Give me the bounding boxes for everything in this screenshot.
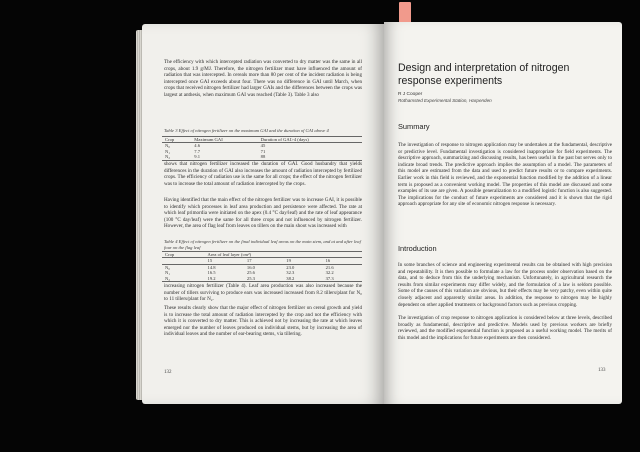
table3-header-crop: Crop [165,137,175,142]
table-cell: 21.6 [325,264,334,270]
table-cell: N₀ [165,264,170,270]
table-cell: 16.0 [246,264,255,270]
table-row [162,154,362,160]
article-author: R J Cooper [398,92,423,97]
right-page [384,22,622,404]
table-cell: 25.3 [246,275,255,281]
book-spread [128,16,628,424]
table-cell: N₂ [165,275,170,281]
table-cell: 14.8 [207,264,216,270]
introduction-heading: Introduction [398,244,437,253]
left-paragraph-3: Having identified that the main effect of the nitrogen fertilizer was to increase GAI, it is possible to identify which processes in leaf area production and persistence were affected. The rate at which leaf primordia were initiated on the apex (0.4 °C day/leaf) and the rate of leaf appearance (100 °C day/leaf) were the same for all three crops and not influenced by nitrogen fertilizer. However, the area of flag leaf from leaves on tillers on the main shoot was increased with [164,197,362,230]
table-cell: N₁ [165,148,170,154]
table-4 [162,251,362,282]
introduction-paragraph-1: In some branches of science and engineering experimental results can be obtained with high precision and repeatability. It is then possible to formulate a law for the process under observation based on the data, and to deduce from this the underlying mechanism. Unfortunately, in agricultural research the results from similar experiments may differ widely, and the formulation of a law is seldom possible. Some of the causes of this variation are obvious, but their effects may be very patchy, even within quite closely adjacent and apparently similar areas. In addition, the response to nitrogen may be highly dependent on other applied treatments or background factors such as previous cropping. [398,262,612,308]
table-cell: 19.2 [207,275,216,281]
table3-caption: Table 3 Effect of nitrogen fertilizer on the maximum GAI and the duration of GAI above 4 [164,128,329,133]
table-cell: 45 [260,143,266,149]
left-paragraph-4: increasing nitrogen fertilizer (Table 4). Leaf area production was also increased because the number of tillers surviving to produce ears was increased increased from 8.2 tillers/plant for N₀ to 11 tillers/plant for N₂. [164,283,362,303]
left-paragraph-1: The efficiency with which intercepted radiation was converted to dry matter was the same in all crops, about 1.9 g/MJ. Therefore, the nitrogen fertilizer must have influenced the amount of radiation that was intercepted. In cereals more than 80 per cent of the incident radiation is being intercepted once GAI exceeds about four. There was no difference in GAI until March, when crops that received nitrogen fertilizer had larger GAIs and the differences between the crops was largest at anthesis, when maximum GAI was reached (Table 3). Table 3 also [164,59,362,98]
table4-header-crop: Crop [165,252,175,257]
table-cell: 32.2 [325,270,334,276]
table-cell: 4.6 [194,143,201,149]
table-3 [162,136,362,161]
summary-text: The investigation of response to nitrogen application may be undertaken at the fundamental, descriptive or predictive level. Fundamental investigation is considered inappropriate for field experiments. The descriptive approach, summarizing and discussing results, has been useful in the past but serves only to indicate broad trends. The predictive approach implies the assumption of a model. The parameters of this model are estimated from the data and used to predict future results or to compare experiments. Earlier work in this field is reviewed, and the exponential function modified by the addition of a linear term is proposed as a convenient working model. The properties of this model are discussed and some examples of its use are given. A possible generalization to a modified logistic function is also suggested. The implications for the conduct of future experiments are considered and it is shown that the rigid approach appropriate for any site of economic nitrogen response is necessary. [398,142,612,208]
right-page-number: 133 [598,368,606,373]
table-cell: 32.3 [286,270,295,276]
table4-header-leaf: 16 [325,258,331,264]
table-cell: N₁ [165,270,170,276]
table4-caption: Table 4 Effect of nitrogen fertilizer on the final individual leaf areas on the main stem, and at and after leaf four on the flag leaf [164,239,361,250]
left-paragraph-5: These results clearly show that the major effect of nitrogen fertilizer on cereal growth and yield is to increase the total amount of radiation intercepted by the crop and not the efficiency with which it is converted to dry matter. This is achieved not by increasing the rate at which leaves emerged nor the number of leaves produced on individual stems, but by increasing the area of individual leaves and the number of ear-bearing stems, via tillering. [164,305,362,338]
table3-header-duration: Duration of GAI>4 (days) [260,137,309,142]
table-cell: 37.3 [325,275,334,281]
table-row [162,276,362,282]
table4-header-leaf: 15 [207,258,213,264]
table-cell: 7.7 [194,148,201,154]
left-page-number: 132 [164,370,172,375]
left-page [142,24,384,404]
table-cell: 71 [260,148,266,154]
table-cell: 38.2 [286,275,295,281]
table-cell: N₂ [165,154,170,160]
table-cell: 25.6 [246,270,255,276]
article-title: Design and interpretation of nitrogen response experiments [398,62,570,87]
table3-header-max-gai: Maximum GAI [194,137,223,142]
table-cell: 9.1 [194,154,201,160]
table-cell: 88 [260,154,266,160]
table4-group-header: Area of leaf layer (cm²) [207,252,252,257]
table-cell: N₀ [165,143,170,149]
table-cell: 16.5 [207,270,216,276]
left-paragraph-2: shows that nitrogen fertilizer increased the duration of GAI. Good husbandry that yields differences in the duration of GAI also increases the amount of radiation intercepted by fertilized crops. The efficiency of radiation use is the same for all crops; the effect of the nitrogen fertilizer was to increase the total amount of radiation intercepted by the crops. [164,161,362,187]
table4-header-leaf: 17 [246,258,252,264]
summary-heading: Summary [398,122,430,131]
introduction-paragraph-2: The investigation of crop response to nitrogen application is considered below at three levels, described broadly as fundamental, descriptive and predictive. Models used by previous workers are briefly reviewed, and the modified exponential function is proposed as a useful working model. The merits of this model and the implications for future experiments are then considered. [398,315,612,341]
table-cell: 23.0 [286,264,295,270]
article-affiliation: Rothamsted Experimental Station, Harpenden [398,98,492,103]
table4-header-leaf: 19 [286,258,291,264]
